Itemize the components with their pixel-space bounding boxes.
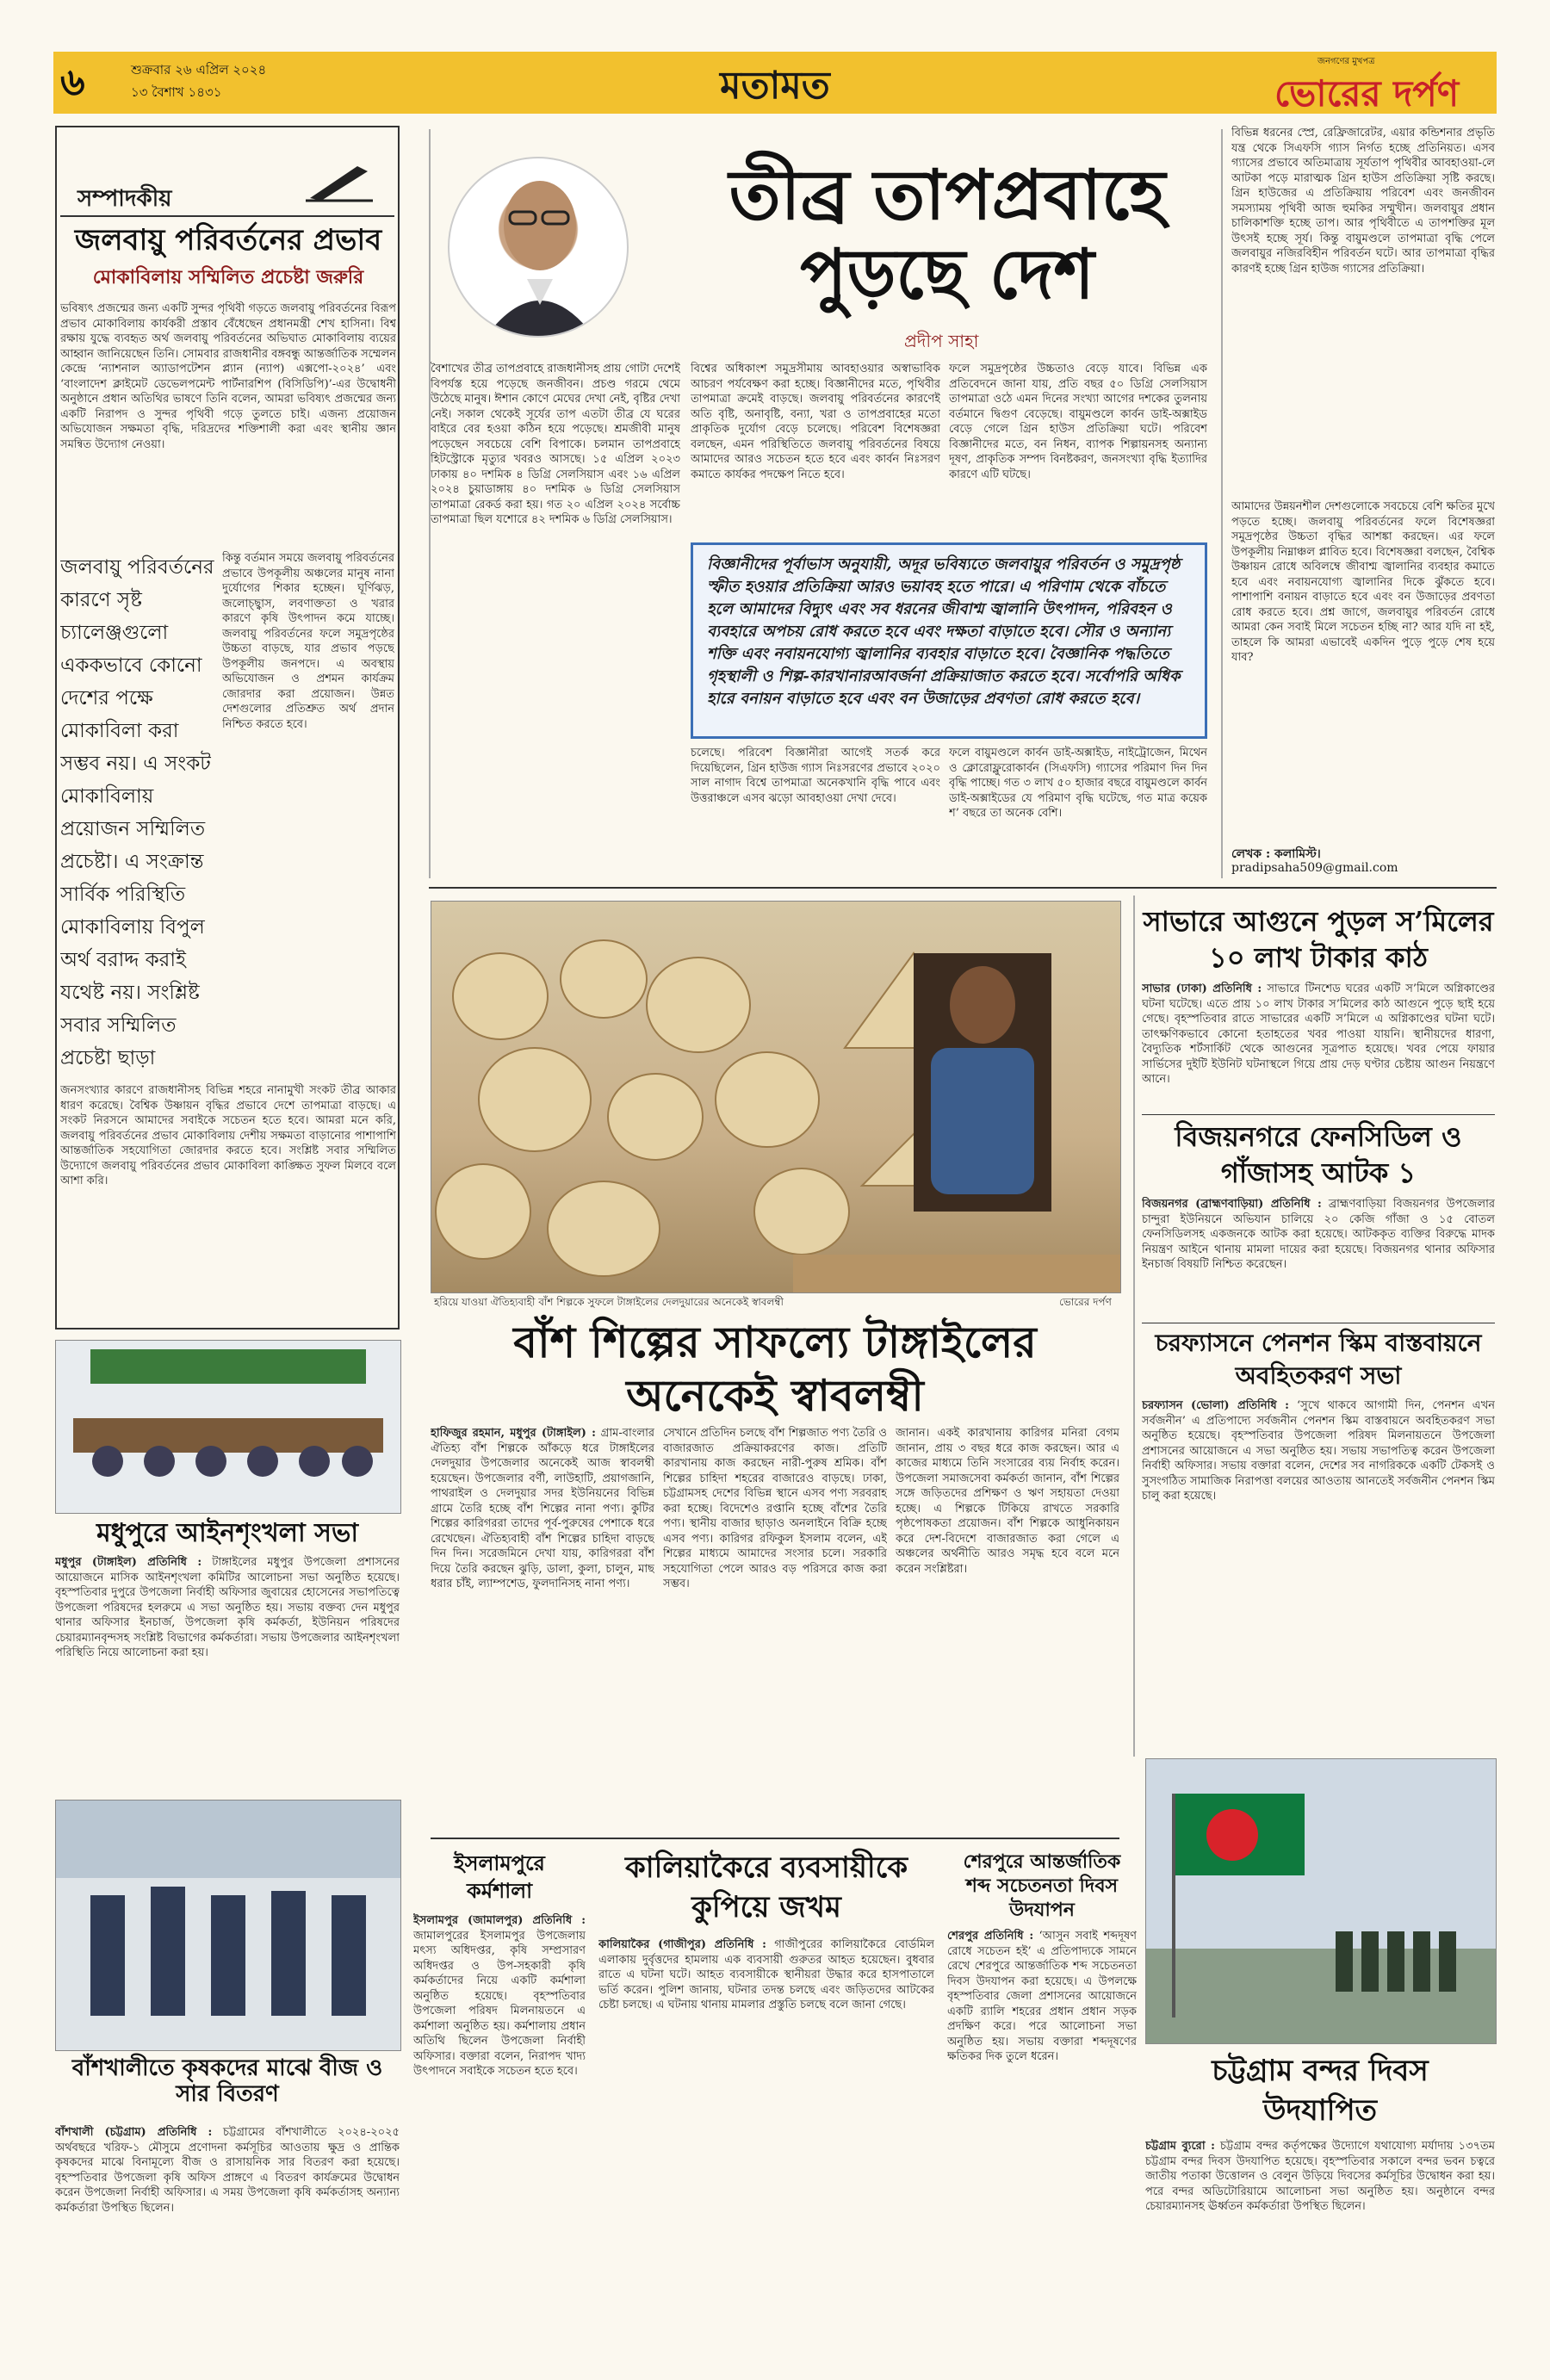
oped-col-2: বিশ্বের অধিকাংশ সমুদ্রসীমায় আবহাওয়ার অস্বাভাবিক আচরণ পর্যবেক্ষণ করা হচ্ছে। বিজ্ঞানীদের মতে, পৃথিবীর তাপমাত্রা ক্রমেই বাড়ছে। জলবায়ু পরিবর্তনের কারণেই অতি বৃষ্টি, অনাবৃষ্টি, বন্যা, খরা ও তাপপ্রবাহের মতো প্রাকৃতিক দুর্যোগ বেড়ে চলেছে। পরিবেশ বিশেষজ্ঞরা বলছেন, এমন পরিস্থিতিতে জলবায়ু পরিবর্তনের বিষয়ে আমাদের আরও সচেতন হতে হবে এবং কার্বন নিঃসরণ কমাতে কার্যকর পদক্ষেপ নিতে হবে।: [691, 363, 940, 481]
chittagong-text: [1145, 2139, 1495, 2361]
bamboo-photo-caption: হরিয়ে যাওয়া ঐতিহ্যবাহী বাঁশ শিল্পকে সুফলে টাঙ্গাইলের দেলদুয়ারের অনেকেই স্বাবলম্বী: [434, 1296, 784, 1308]
islampur-headline-2: কর্মশালা: [466, 1878, 533, 1903]
section-title: মতামত: [720, 64, 830, 108]
kaliakoir-headline-1: কালিয়াকৈরে ব্যবসায়ীকে: [624, 1850, 908, 1885]
savar-text: [1142, 982, 1495, 1111]
bamboo-col-3: জানান। একই কারখানায় কারিগর মনিরা বেগম জানান, প্রায় ৩ বছর ধরে কাজ করছেন। আর এ কাজের মাধ্যমে তিনি সংসারের ব্যয় নির্বাহ করেন। উপজেলা সমাজসেবা কর্মকর্তা জানান, বাঁশ শিল্পের সঙ্গে জড়িতদের প্রশিক্ষণ ও ঋণ সহায়তা দেওয়া হচ্ছে। এ শিল্পকে টিকিয়ে রাখতে সরকারি পৃষ্ঠপোষকতা প্রয়োজন। বাঁশ শিল্পকে আধুনিকায়ন করে দেশ-বিদেশে বাজারজাত করা গেলে এ অঞ্চলের অর্থনীতি আরও সমৃদ্ধ হবে বলে মনে করেন সংশ্লিষ্টরা।: [896, 1427, 1119, 1576]
oped-col-4: বিভিন্ন ধরনের স্প্রে, রেফ্রিজারেটর, এয়ার কন্ডিশনার প্রভৃতি যন্ত্র থেকে সিএফসি গ্যাস নির্গত হচ্ছে প্রতিনিয়ত। এসব গ্যাসের প্রভাবে অতিমাত্রায় সূর্যতাপ পৃথিবীর আবহাওয়া-লে আটকা পড়ে মারাত্মক গ্রিন হাউস প্রতিক্রিয়া সৃষ্টি করছে। গ্রিন হাউজের এ প্রতিক্রিয়ায় পরিবেশ এবং জনজীবন সমস্যাময় পৃথিবী আজ হুমকির সম্মুখীন। জলবায়ুর প্রধান চালিকাশক্তি হচ্ছে তাপ। আর পৃথিবীতে এ তাপশক্তির মূল উৎসই হচ্ছে সূর্য। কিন্তু বায়ুমণ্ডলে তাপমাত্রা বৃদ্ধি পেলে জলবায়ুর নজিরবিহীন পরিবর্তন ঘটে। আর তাপমাত্রা বৃদ্ধির কারণই হচ্ছে গ্রিন হাউজ গ্যাসের প্রতিক্রিয়া।: [1231, 127, 1495, 276]
kaliakoir-headline-2: কুপিয়ে জখম: [691, 1890, 841, 1924]
kaliakoir-dateline: কালিয়াকৈর (গাজীপুর) প্রতিনিধি :: [598, 1938, 766, 1951]
pension-headline-2: অবহিতকরণ সভা: [1235, 1361, 1402, 1390]
editorial-text: ভবিষ্যৎ প্রজন্মের জন্য একটি সুন্দর পৃথিবী গড়তে জলবায়ু পরিবর্তনের বিরূপ প্রভাব মোকাবিলায় কার্যকরী প্রস্তাব বেঁধেছেন প্রধানমন্ত্রী শেখ হাসিনা। বিশ্ব রক্ষায় যুদ্ধে ব্যবহৃত অর্থ জলবায়ু পরিবর্তনের অভিঘাত মোকাবিলায় ব্যয়ের আহ্বান জানিয়েছেন তিনি। সোমবার রাজধানীর বঙ্গবন্ধু আন্তর্জাতিক সম্মেলন কেন্দ্রে ‘ন্যাশনাল অ্যাডাপটেশন প্ল্যান (ন্যাপ) এক্সপো-২০২৪’ এবং ‘বাংলাদেশ ক্লাইমেট ডেভেলপমেন্ট পার্টনারশিপ (বিসিডিপি)’-এর উদ্বোধনী অনুষ্ঠানে প্রধান অতিথির ভাষণে তিনি বলেন, আমরা ভবিষ্যৎ প্রজন্মের জন্য একটি নিরাপদ ও সুন্দর পৃথিবী গড়ে তুলতে চাই। এজন্য প্রয়োজন অভিযোজন সক্ষমতা বৃদ্ধি, দরিদ্রদের শক্তিশালী করা এবং স্থানীয় জ্ঞান সমন্বিত উদ্যোগ নেওয়া।: [60, 302, 396, 451]
bijoy-dateline: বিজয়নগর (ব্রাহ্মণবাড়িয়া) প্রতিনিধি :: [1142, 1198, 1322, 1211]
pension-headline-1: চরফ্যাসনে পেনশন স্কিম বাস্তবায়নে: [1155, 1329, 1482, 1357]
writer-note: লেখক : কলামিস্ট।: [1231, 847, 1321, 861]
bamboo-text-1: গ্রাম-বাংলার ঐতিহ্য বাঁশ শিল্পকে আঁকড়ে ধরে টাঙ্গাইলের দেলদুয়ার উপজেলার অনেকেই আজ স্বাবলম্বী হয়েছেন। উপজেলার বর্ণী, লাউহাটি, প্রয়াগজানি, পাথরাইল ও দেলদুয়ার সদর ইউনিয়নের বিভিন্ন গ্রামে তৈরি হচ্ছে বাঁশ শিল্পের নানা পণ্য। কুটির শিল্পের কারিগররা তাদের পূর্ব-পুরুষের পেশাকে ধরে রেখেছেন। ঐতিহ্যবাহী বাঁশ শিল্পের চাহিদা বাড়ছে দিন দিন। সরেজমিনে দেখা যায়, কারিগররা বাঁশ দিয়ে তৈরি করছেন ঝুড়ি, ডালা, কুলা, চালুন, মাছ ধরার চাঁই, ল্যাম্পশেড, ফুলদানিসহ নানা পণ্য।: [431, 1427, 654, 1590]
oped-title-line2: পুড়ছে দেশ: [800, 233, 1094, 314]
chittagong-body: চট্টগ্রাম বন্দর কর্তৃপক্ষের উদ্যোগে যথাযোগ্য মর্যাদায় ১৩৭তম চট্টগ্রাম বন্দর দিবস উদযাপিত হয়েছে। বৃহস্পতিবার সকালে বন্দর ভবন চত্বরে জাতীয় পতাকা উত্তোলন ও বেলুন উড়িয়ে দিবসের কর্মসূচির উদ্বোধন করা হয়। পরে বন্দর অডিটোরিয়ামে আলোচনা সভা অনুষ্ঠিত হয়। অনুষ্ঠানে বন্দর চেয়ারম্যানসহ ঊর্ধ্বতন কর্মকর্তারা উপস্থিত ছিলেন।: [1145, 2140, 1495, 2213]
kaliakoir-body: গাজীপুরের কালিয়াকৈরে বোর্ডমিল এলাকায় দুর্বৃত্তদের হামলায় এক ব্যবসায়ী গুরুতর আহত হয়েছেন। বুধবার রাতে এ ঘটনা ঘটে। আহত ব্যবসায়ীকে স্থানীয়রা উদ্ধার করে হাসপাতালে ভর্তি করেন। পুলিশ জানায়, ঘটনার তদন্ত চলছে এবং জড়িতদের আটকের চেষ্টা চলছে। এ ঘটনায় থানায় মামলার প্রস্তুতি চলছে বলে জানা গেছে।: [598, 1938, 934, 2011]
editorial-pull-quote: জলবায়ু পরিবর্তনের কারণে সৃষ্ট চ্যালেঞ্জগুলো এককভাবে কোনো দেশের পক্ষে মোকাবিলা করা সম্ভব নয়। এ সংকট মোকাবিলায় প্রয়োজন সম্মিলিত প্রচেষ্টা। এ সংক্রান্ত সার্বিক পরিস্থিতি মোকাবিলায় বিপুল অর্থ বরাদ্দ করাই যথেষ্ট নয়। সংশ্লিষ্ট সবার সম্মিলিত প্রচেষ্টা ছাড়া: [60, 556, 214, 1069]
savar-headline-2: ১০ লাখ টাকার কাঠ: [1209, 941, 1428, 974]
chittagong-headline-2: উদযাপিত: [1262, 2093, 1378, 2128]
oped-col-4b: আমাদের উন্নয়নশীল দেশগুলোকে সবচেয়ে বেশি ক্ষতির মুখে পড়তে হচ্ছে। জলবায়ু পরিবর্তনের ফলে বিশেষজ্ঞরা সমুদ্রপৃষ্ঠের উচ্চতা বৃদ্ধির আশঙ্কা করছেন। এর ফলে উপকূলীয় নিম্নাঞ্চল প্লাবিত হবে। বিশেষজ্ঞরা বলছেন, বৈশ্বিক উষ্ণায়ন রোধে অবিলম্বে জীবাশ্ম জ্বালানির ব্যবহার কমাতে হবে এবং নবায়নযোগ্য জ্বালানির দিকে ঝুঁকতে হবে। পাশাপাশি বনায়ন বাড়াতে হবে এবং বন উজাড়ের প্রবণতা রোধ করতে হবে। প্রশ্ন জাগে, জলবায়ুর পরিবর্তন রোধে আমরা কেন সবাই মিলে সচেতন হচ্ছি না? আর যদি না হই, তাহলে কি আমরা এভাবেই একদিন পুড়ে পুড়ে শেষ হয়ে যাব?: [1231, 500, 1495, 664]
savar-body: সাভারে টিনশেড ঘরের একটি স’মিলে অগ্নিকাণ্ডের ঘটনা ঘটেছে। এতে প্রায় ১০ লাখ টাকার স’মিলের কাঠ আগুনে পুড়ে ছাই হয়ে গেছে। বৃহস্পতিবার রাতে সাভারের একটি স’মিলে এ অগ্নিকাণ্ডের ঘটনা ঘটে। তাৎক্ষণিকভাবে কোনো হতাহতের খবর পাওয়া যায়নি। স্থানীয়দের ধারণা, বৈদ্যুতিক শর্টসার্কিট থেকে আগুনের সূত্রপাত হয়েছে। খবর পেয়ে ফায়ার সার্ভিসের দুইটি ইউনিট ঘটনাস্থলে গিয়ে প্রায় দেড় ঘণ্টার চেষ্টায় আগুন নিয়ন্ত্রণে আনে।: [1142, 982, 1495, 1086]
chittagong-dateline: চট্টগ্রাম ব্যুরো :: [1145, 2140, 1215, 2153]
writer-email: pradipsaha509@gmail.com: [1231, 861, 1398, 875]
madhupur-headline: মধুপুরে আইনশৃংখলা সভা: [96, 1518, 359, 1548]
editorial-subhead: মোকাবিলায় সম্মিলিত প্রচেষ্টা জরুরি: [92, 266, 364, 288]
bamboo-photo: [431, 901, 1121, 1293]
madhupur-body: টাঙ্গাইলের মধুপুর উপজেলা প্রশাসনের আয়োজনে মাসিক আইনশৃংখলা কমিটির আলোচনা সভা অনুষ্ঠিত হয়েছে। বৃহস্পতিবার দুপুরে উপজেলা নির্বাহী অফিসার জুবায়ের হোসেনের সভাপতিত্বে উপজেলা পরিষদের হলরুমে এ সভা অনুষ্ঠিত হয়। সভায় বক্তব্য দেন মধুপুর থানার অফিসার ইনচার্জ, উপজেলা কৃষি কর্মকর্তা, ইউনিয়ন পরিষদের চেয়ারম্যানবৃন্দসহ সংশ্লিষ্ট বিভাগের কর্মকর্তারা। সভায় উপজেলার আইনশৃংখলা পরিস্থিতি নিয়ে আলোচনা করা হয়।: [55, 1556, 400, 1659]
oped-col-1: বৈশাখের তীব্র তাপপ্রবাহে রাজধানীসহ প্রায় গোটা দেশেই বিপর্যস্ত হয়ে পড়েছে জনজীবন। প্রচণ্ড গরমে থেমে উঠেছে মানুষ। ঈশান কোণে মেঘের দেখা নেই, বৃষ্টির দেখা নেই। সকাল থেকেই সূর্যের তাপ এতটা তীব্র যে ঘরের বাইরে বের হওয়া কঠিন হয়ে পড়েছে। শ্রমজীবী মানুষ পড়েছেন সবচেয়ে বেশি বিপাকে। চলমান তাপপ্রবাহে হিটস্ট্রোকে মৃত্যুর খবরও আসছে। ১৫ এপ্রিল ২০২৩ ঢাকায় ৪০ দশমিক ৪ ডিগ্রি সেলসিয়াস এবং ১৬ এপ্রিল ২০২৪ চুয়াডাঙ্গায় ৪০ দশমিক ৬ ডিগ্রি সেলসিয়াস তাপমাত্রা রেকর্ড করা হয়। গত ২০ এপ্রিল ২০২৪ সর্বোচ্চ তাপমাত্রা ছিল যশোরে ৪২ দশমিক ৬ ডিগ্রি সেলসিয়াস।: [431, 363, 680, 526]
logo-tagline: জনগণের মুখপত্র: [1318, 57, 1375, 66]
islampur-headline-1: ইসলামপুরে: [454, 1850, 545, 1875]
banshkhali-dateline: বাঁশখালী (চট্টগ্রাম) প্রতিনিধি :: [55, 2126, 213, 2139]
bamboo-col-1: [431, 1426, 654, 1831]
bijoy-text: [1142, 1197, 1495, 1317]
bamboo-photo-credit: ভোরের দর্পণ: [1059, 1296, 1112, 1308]
pension-body: ‘সুখে থাকবে আগামী দিন, পেনশন এখন সর্বজনীন’ এ প্রতিপাদ্যে সর্বজনীন পেনশন স্কিম বাস্তবায়নে অবহিতকরণ সভা অনুষ্ঠিত হয়েছে। বৃহস্পতিবার উপজেলা পরিষদ মিলনায়তনে উপজেলা প্রশাসনের আয়োজনে এ সভা অনুষ্ঠিত হয়। সভায় সভাপতিত্ব করেন উপজেলা নির্বাহী অফিসার। সভায় বক্তারা বলেন, দেশের সব নাগরিককে একটি টেকসই ও সুসংগঠিত সামাজিক নিরাপত্তা বলয়ের আওতায় আনতেই সর্বজনীন পেনশন স্কিম চালু করা হয়েছে।: [1142, 1399, 1495, 1503]
editorial-headline: জলবায়ু পরিবর্তনের প্রভাব: [74, 223, 382, 257]
madhupur-dateline: মধুপুর (টাঙ্গাইল) প্রতিনিধি :: [55, 1556, 202, 1569]
oped-byline: প্রদীপ সাহা: [904, 331, 979, 351]
sherpur-text: [947, 1929, 1137, 2359]
banshkhali-text: [55, 2125, 400, 2358]
sherpur-body: ‘আসুন সবাই শব্দদূষণ রোধে সচেতন হই’ এ প্রতিপাদ্যকে সামনে রেখে শেরপুরে আন্তর্জাতিক শব্দ সচেতনতা দিবস উদযাপন করা হয়েছে। এ উপলক্ষে বৃহস্পতিবার জেলা প্রশাসনের আয়োজনে একটি র‍্যালি শহরের প্রধান প্রধান সড়ক প্রদক্ষিণ করে। পরে আলোচনা সভা অনুষ্ঠিত হয়। সভায় বক্তারা শব্দদূষণের ক্ষতিকর দিক তুলে ধরেন।: [947, 1930, 1137, 2063]
islampur-dateline: ইসলামপুর (জামালপুর) প্রতিনিধি :: [413, 1914, 586, 1927]
pension-dateline: চরফ্যাসন (ভোলা) প্রতিনিধি :: [1142, 1399, 1289, 1412]
oped-bottom-2: ফলে বায়ুমণ্ডলে কার্বন ডাই-অক্সাইড, নাইট্রোজেন, মিথেন ও ক্লোরোফ্লুরোকার্বন (সিএফসি) গ্যাসের পরিমাণ দিন দিন বৃদ্ধি পাচ্ছে। গত ৩ লাখ ৫০ হাজার বছরে বায়ুমণ্ডলে কার্বন ডাই-অক্সাইডের যে পরিমাণ বৃদ্ধি ঘটেছে, গত মাত্র কয়েক শ’ বছরে তা অনেক বেশি।: [949, 747, 1207, 820]
editorial-label: সম্পাদকীয়: [78, 186, 172, 212]
pen-icon: [306, 159, 375, 202]
banshkhali-headline: বাঁশখালীতে কৃষকদের মাঝে বীজ ও সার বিতরণ: [71, 2055, 383, 2107]
sherpur-headline-2: শব্দ সচেতনতা দিবস: [965, 1875, 1119, 1897]
banshkhali-body: চট্টগ্রামের বাঁশখালীতে ২০২৪-২০২৫ অর্থবছরে খরিফ-১ মৌসুমে প্রণোদনা কর্মসূচির আওতায় ক্ষুদ্র ও প্রান্তিক কৃষকদের মাঝে বিনামূল্যে বীজ ও রাসায়নিক সার বিতরণ করা হয়েছে। বৃহস্পতিবার উপজেলা কৃষি অফিস প্রাঙ্গণে এ বিতরণ কার্যক্রমের উদ্বোধন করেন উপজেলা নির্বাহী অফিসার। এ সময় উপজেলা কৃষি কর্মকর্তাসহ অন্যান্য কর্মকর্তারা উপস্থিত ছিলেন।: [55, 2126, 400, 2215]
kaliakoir-text: [598, 1937, 934, 2359]
bijoy-headline-1: বিজয়নগরে ফেনসিডিল ও: [1175, 1120, 1462, 1153]
author-photo: [448, 157, 629, 338]
madhupur-photo: [55, 1340, 401, 1514]
islampur-text: [413, 1913, 586, 2361]
savar-dateline: সাভার (ঢাকা) প্রতিনিধি :: [1142, 982, 1262, 995]
banshkhali-photo: [55, 1800, 401, 2051]
bamboo-headline-2: অনেকেই স্বাবলম্বী: [626, 1370, 924, 1421]
bamboo-headline-1: বাঁশ শিল্পের সাফল্যে টাঙ্গাইলের: [513, 1317, 1037, 1367]
savar-headline-1: সাভারে আগুনে পুড়ল স’মিলের: [1143, 905, 1494, 938]
header-date-bangla: ১৩ বৈশাখ ১৪৩১: [131, 84, 222, 100]
madhupur-text: [55, 1555, 400, 1796]
chittagong-headline-1: চট্টগ্রাম বন্দর দিবস: [1212, 2054, 1429, 2088]
oped-callout: বিজ্ঞানীদের পূর্বাভাস অনুযায়ী, অদূর ভবিষ্যতে জলবায়ুর পরিবর্তন ও সমুদ্রপৃষ্ঠ স্ফীত হওয়ার প্রতিক্রিয়া আরও ভয়াবহ হতে পারে। এ পরিণাম থেকে বাঁচতে হলে আমাদের বিদ্যুৎ এবং সব ধরনের জীবাশ্ম জ্বালানি উৎপাদন, পরিবহন ও ব্যবহারে অপচয় রোধ করতে হবে এবং দক্ষতা বাড়াতে হবে। সৌর ও অন্যান্য শক্তি এবং নবায়নযোগ্য জ্বালানির ব্যবহার বাড়াতে হবে। বৈজ্ঞানিক পদ্ধতিতে গৃহস্থালী ও শিল্প-কারখানারআবর্জনা প্রক্রিয়াজাত করতে হবে। সর্বোপরি অধিক হারে বনায়ন বাড়াতে হবে এবং বন উজাড়ের প্রবণতা রোধ করতে হবে।: [691, 542, 1207, 739]
editorial-text-3: জনসংখ্যার কারণে রাজধানীসহ বিভিন্ন শহরে নানামুখী সংকট তীব্র আকার ধারণ করেছে। বৈশ্বিক উষ্ণায়ন বৃদ্ধির প্রভাবে দেশে তাপমাত্রা বাড়ছে। এ সংকট নিরসনে আমাদের সবাইকে সচেতন হতে হবে। আমরা মনে করি, জলবায়ু পরিবর্তনের প্রভাব মোকাবিলায় দেশীয় সক্ষমতা বাড়ানোর পাশাপাশি আন্তর্জাতিক সহযোগিতা জোরদার করতে হবে। সংশ্লিষ্ট সবার সম্মিলিত উদ্যোগে জলবায়ু পরিবর্তনের প্রভাব মোকাবিলা কাঙ্ক্ষিত সুফল মিলবে বলে আশা করি।: [60, 1084, 396, 1187]
bamboo-dateline: হাফিজুর রহমান, মধুপুর (টাঙ্গাইল) :: [431, 1427, 596, 1440]
chittagong-photo: [1145, 1758, 1497, 2044]
sherpur-headline-1: শেরপুরে আন্তর্জাতিক: [963, 1850, 1121, 1873]
page-number: ৬: [60, 60, 85, 104]
bamboo-col-2: সেখানে প্রতিদিন চলছে বাঁশ শিল্পজাত পণ্য তৈরি ও বাজারজাত প্রক্রিয়াকরণের কাজ। প্রতিটি কারখানায় কাজ করছেন নারী-পুরুষ শ্রমিক। বাঁশ শিল্পের চাহিদা শহরের বাজারেও বাড়ছে। ঢাকা, চট্টগ্রামসহ দেশের বিভিন্ন স্থানে এসব পণ্য সরবরাহ করা হচ্ছে। বিদেশেও রপ্তানি হচ্ছে বাঁশের তৈরি পণ্য। স্থানীয় বাজার ছাড়াও অনলাইনে বিক্রি হচ্ছে এসব পণ্য। কারিগর রফিকুল ইসলাম বলেন, এই শিল্পের মাধ্যমে আমাদের সংসার চলে। সরকারি সহযোগিতা পেলে আরও বড় পরিসরে কাজ করা সম্ভব।: [663, 1427, 887, 1590]
editorial-text-2: কিন্তু বর্তমান সময়ে জলবায়ু পরিবর্তনের প্রভাবে উপকূলীয় অঞ্চলের মানুষ নানা দুর্যোগের শিকার হচ্ছেন। ঘূর্ণিঝড়, জলোচ্ছ্বাস, লবণাক্ততা ও খরার কারণে কৃষি উৎপাদন কমে যাচ্ছে। জলবায়ু পরিবর্তনের ফলে সমুদ্রপৃষ্ঠের উচ্চতা বাড়ছে, যার প্রভাব পড়ছে উপকূলীয় জনপদে। এ অবস্থায় অভিযোজন ও প্রশমন কার্যক্রম জোরদার করা প্রয়োজন। উন্নত দেশগুলোর প্রতিশ্রুত অর্থ প্রদান নিশ্চিত করতে হবে।: [222, 552, 394, 731]
oped-col-3: ফলে সমুদ্রপৃষ্ঠের উচ্চতাও বেড়ে যাবে। বিভিন্ন এক প্রতিবেদনে জানা যায়, প্রতি বছর ৫০ ডিগ্রি সেলসিয়াস তাপমাত্রা ওঠে এমন দিনের সংখ্যা আগের দশকের তুলনায় বর্তমানে দ্বিগুণ বেড়েছে। বায়ুমণ্ডলে কার্বন ডাই-অক্সাইড বেড়ে গেলে গ্রিন হাউস প্রতিক্রিয়া ঘটে। পরিবেশ বিজ্ঞানীদের মতে, বন নিধন, ব্যাপক শিল্পায়নসহ অন্যান্য দূষণ, প্রাকৃতিক সম্পদ বিনষ্টকরণ, জনসংখ্যা বৃদ্ধি ইত্যাদির কারণে এটি ঘটছে।: [949, 363, 1207, 481]
oped-title-line1: তীব্র তাপপ্রবাহে: [728, 154, 1166, 235]
bijoy-body: ব্রাহ্মণবাড়িয়া বিজয়নগর উপজেলার চান্দুরা ইউনিয়নে অভিযান চালিয়ে ২০ কেজি গাঁজা ও ১৫ বোতল ফেনসিডিলসহ একজনকে আটক করা হয়েছে। আটককৃত ব্যক্তির বিরুদ্ধে মাদক নিয়ন্ত্রণ আইনে থানায় মামলা দায়ের করা হয়েছে। বিজয়নগর থানার অফিসার ইনচার্জ বিষয়টি নিশ্চিত করেছেন।: [1142, 1198, 1495, 1271]
newspaper-logo: ভোরের দর্পণ: [1274, 72, 1460, 115]
oped-bottom-1: চলেছে। পরিবেশ বিজ্ঞানীরা আগেই সতর্ক করে দিয়েছিলেন, গ্রিন হাউজ গ্যাস নিঃসরণের প্রভাবে ২০২০ সাল নাগাদ বিশ্বে তাপমাত্রা অনেকখানি বৃদ্ধি পাবে এবং উত্তরাঞ্চলে এসব ঝড়ো আবহাওয়া দেখা দেবে।: [691, 747, 940, 805]
sherpur-dateline: শেরপুর প্রতিনিধি :: [947, 1930, 1034, 1943]
bijoy-headline-2: গাঁজাসহ আটক ১: [1220, 1156, 1417, 1189]
islampur-body: জামালপুরের ইসলামপুর উপজেলায় মৎস্য অধিদপ্তর, কৃষি সম্প্রসারণ অধিদপ্তর ও উপ-সহকারী কৃষি কর্মকর্তাদের নিয়ে একটি কর্মশালা অনুষ্ঠিত হয়েছে। বৃহস্পতিবার উপজেলা পরিষদ মিলনায়তনে এ কর্মশালা অনুষ্ঠিত হয়। কর্মশালায় প্রধান অতিথি ছিলেন উপজেলা নির্বাহী অফিসার। বক্তারা বলেন, নিরাপদ খাদ্য উৎপাদনে সবাইকে সচেতন হতে হবে।: [413, 1929, 586, 2078]
sherpur-headline-3: উদযাপন: [1009, 1899, 1075, 1921]
pension-text: [1142, 1398, 1495, 1708]
header-date: শুক্রবার ২৬ এপ্রিল ২০২৪: [131, 62, 267, 77]
